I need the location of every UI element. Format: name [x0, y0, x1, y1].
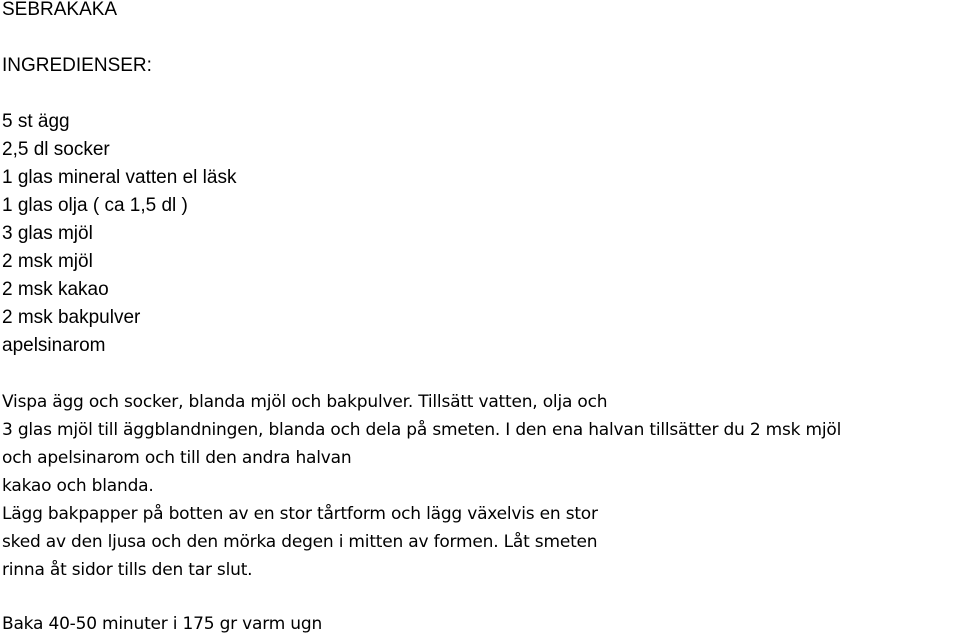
ingredients-heading: INGREDIENSER: [2, 55, 152, 76]
instruction-line: och apelsinarom och till den andra halvan [2, 448, 352, 468]
instruction-line: Lägg bakpapper på botten av en stor tårtform och lägg växelvis en stor [2, 504, 598, 524]
ingredient-item: 2 msk mjöl [2, 251, 93, 272]
instruction-line: 3 glas mjöl till äggblandningen, blanda och dela på smeten. I den ena halvan tillsätter du 2 msk mjöl [2, 420, 842, 440]
recipe-title: SEBRAKAKA [2, 0, 118, 20]
ingredient-item: 5 st ägg [2, 111, 70, 132]
instruction-line: rinna åt sidor tills den tar slut. [2, 560, 253, 580]
ingredient-item: 2 msk bakpulver [2, 307, 141, 328]
baking-instruction: Baka 40-50 minuter i 175 gr varm ugn [2, 614, 323, 634]
ingredient-item: 2,5 dl socker [2, 139, 110, 160]
instruction-line: sked av den ljusa och den mörka degen i mitten av formen. Låt smeten [2, 532, 598, 552]
ingredient-item: 2 msk kakao [2, 279, 109, 300]
ingredient-item: 3 glas mjöl [2, 223, 93, 244]
recipe-document [2, 0, 958, 636]
instruction-line: kakao och blanda. [2, 476, 154, 496]
ingredient-item: 1 glas mineral vatten el läsk [2, 167, 237, 188]
ingredient-item: apelsinarom [2, 335, 106, 356]
instruction-line: Vispa ägg och socker, blanda mjöl och bakpulver. Tillsätt vatten, olja och [2, 392, 608, 412]
ingredient-item: 1 glas olja ( ca 1,5 dl ) [2, 195, 188, 216]
